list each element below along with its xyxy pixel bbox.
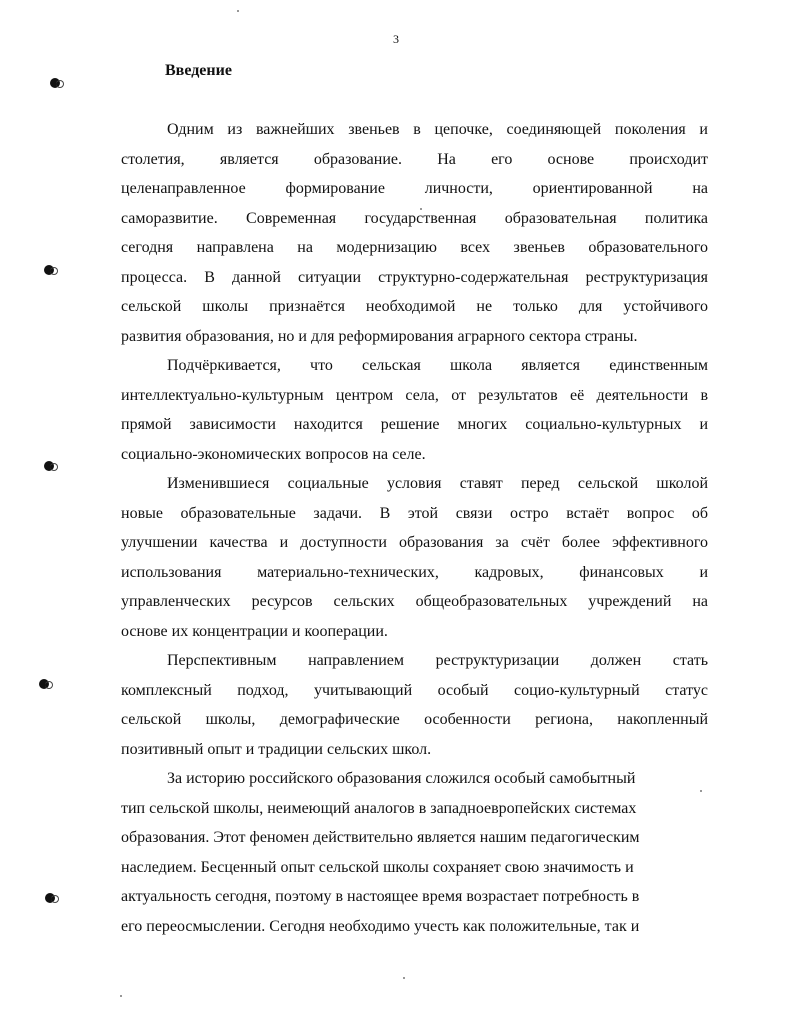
- text-line: процесса. В данной ситуации структурно-содержательная реструктуризация: [121, 268, 708, 286]
- scan-speck: [120, 995, 122, 997]
- punch-hole-mark: [39, 679, 49, 689]
- text-line: актуальность сегодня, поэтому в настоящее время возрастает потребность в: [121, 888, 640, 905]
- text-line: его переосмыслении. Сегодня необходимо учесть как положительные, так и: [121, 917, 640, 935]
- text-line: комплексный подход, учитывающий особый социо-культурный статус: [121, 681, 708, 699]
- body-text: [121, 115, 708, 941]
- text-line: основе их концентрации и кооперации.: [121, 622, 388, 640]
- text-line: наследием. Бесценный опыт сельской школы сохраняет свою значимость и: [121, 858, 634, 876]
- text-line: сегодня направлена на модернизацию всех звеньев образовательного: [121, 239, 708, 256]
- paragraph: [121, 115, 708, 351]
- text-line: тип сельской школы, неимеющий аналогов в западноевропейских системах: [121, 799, 637, 817]
- text-line: Перспективным направлением реструктуризации должен стать: [167, 652, 708, 669]
- text-line: Одним из важнейших звеньев в цепочке, соединяющей поколения и: [167, 121, 708, 138]
- text-line: интеллектуально-культурным центром села, от результатов её деятельности в: [121, 386, 708, 404]
- paragraph: [121, 764, 708, 941]
- scan-speck: [403, 977, 405, 979]
- paragraph: [121, 469, 708, 646]
- paragraph: [121, 646, 708, 764]
- punch-hole-mark: [45, 893, 55, 903]
- text-line: улучшении качества и доступности образования за счёт более эффективного: [121, 534, 708, 551]
- text-line: позитивный опыт и традиции сельских школ.: [121, 740, 432, 758]
- punch-hole-mark: [44, 265, 54, 275]
- punch-hole-mark: [44, 461, 54, 471]
- text-line: управленческих ресурсов сельских общеобразовательных учреждений на: [121, 593, 708, 610]
- text-line: За историю российского образования сложился особый самобытный: [167, 770, 636, 787]
- scan-speck: [237, 10, 239, 12]
- page-number: 3: [393, 32, 399, 46]
- text-line: Подчёркивается, что сельская школа является единственным: [167, 357, 708, 374]
- text-line: Изменившиеся социальные условия ставят перед сельской школой: [167, 475, 708, 492]
- text-line: саморазвитие. Современная государственная образовательная политика: [121, 209, 708, 227]
- paragraph: [121, 351, 708, 469]
- punch-hole-mark: [50, 78, 60, 88]
- text-line: целенаправленное формирование личности, ориентированной на: [121, 180, 708, 197]
- text-line: прямой зависимости находится решение многих социально-культурных и: [121, 416, 708, 433]
- text-line: столетия, является образование. На его основе происходит: [121, 150, 708, 168]
- text-line: новые образовательные задачи. В этой связи остро встаёт вопрос об: [121, 504, 708, 522]
- text-line: использования материально-технических, кадровых, финансовых и: [121, 563, 708, 581]
- section-heading: Введение: [165, 62, 232, 79]
- text-line: социально-экономических вопросов на селе.: [121, 445, 426, 463]
- text-line: образования. Этот феномен действительно является нашим педагогическим: [121, 829, 640, 846]
- text-line: развития образования, но и для реформирования аграрного сектора страны.: [121, 327, 638, 345]
- text-line: сельской школы, демографические особенности региона, накопленный: [121, 711, 708, 728]
- text-line: сельской школы признаётся необходимой не только для устойчивого: [121, 298, 708, 315]
